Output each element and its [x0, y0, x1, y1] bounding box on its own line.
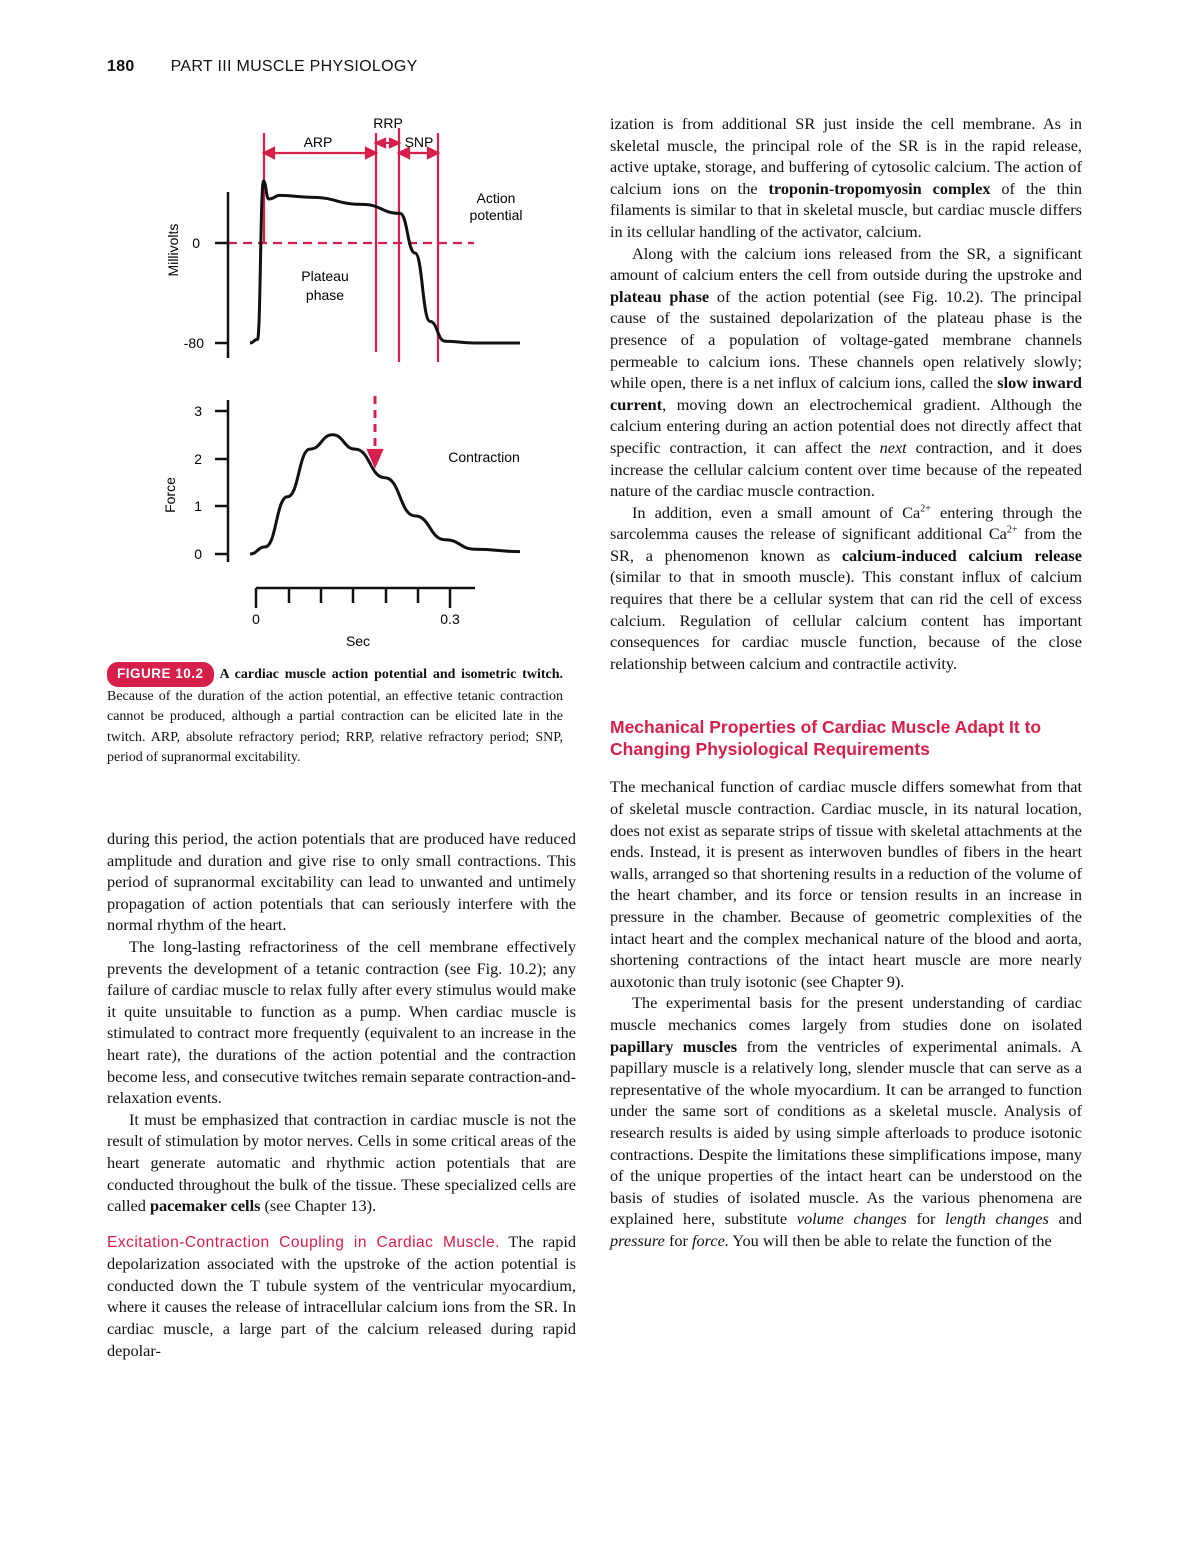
action-label-1: Action — [476, 190, 516, 206]
term-plateau-phase: plateau phase — [610, 286, 710, 306]
paragraph: The experimental basis for the present understanding of cardiac muscle mechanics comes largely from studies done on isolated papillary muscles from the ventricles of experimental animals. A papillary muscle is a relatively long, slender muscle that can serve as a representative of the whole myocardium. It can be arranged to function under the same sort of conditions as a skeletal muscle. Analysis of research results is aided by using simple afterloads to produce isotonic contractions. Despite the limitations these simplifications impose, many of the unique properties of the intact heart can be understood on the basis of studies of isolated muscle. As the various phenomena are explained here, substitute volume changes for length changes and pressure for force. You will then be able to relate the function of the — [610, 993, 1082, 1250]
paragraph: Along with the calcium ions released from the SR, a significant amount of calcium enters the cell from outside during the upstroke and plateau phase of the action potential (see Fig. 10.2). The principal cause of the sustained depolarization of the plateau phase is the presence of a population of voltage-gated membrane channels permeable to calcium ions. These channels open relatively slowly; while open, there is a net influx of calcium ions, called the slow inward current, moving down an electrochemical gradient. Although the calcium entering during an action potential does not directly affect that specific contraction, it can affect the next contraction, and it does increase the cellular calcium content over time because of the repeated nature of the cardiac muscle contraction. — [610, 243, 1083, 501]
rrp-arrow-right — [390, 139, 399, 147]
term-slow-inward-current: slow inward current — [610, 373, 1082, 414]
plateau-label-2: phase — [305, 287, 345, 303]
arp-label: ARP — [303, 134, 333, 150]
contraction-label: Contraction — [448, 449, 520, 465]
caption-body: Because of the duration of the action potential, an effective tetanic contraction cannot be produced, although a partial contraction can be elicited late in the twitch. ARP, absolute refractory period; RRP, relative refractory period; SNP, period of supranormal excitability. — [107, 688, 563, 765]
part-title: PART III MUSCLE PHYSIOLOGY — [170, 58, 418, 75]
paragraph: In addition, even a small amount of $Ca^{2+}$ entering through the sarcolemma causes the release of significant additional $Ca^{2+}$ from the SR, a phenomenon known as calcium-induced calcium release (similar to that in smooth muscle). This constant influx of calcium requires that there be a cellular system that can rid the cell of excess calcium. Regulation of cellular calcium content has important consequences for cardiac muscle function, because of the close relationship between calcium and contractile activity. — [610, 502, 1083, 673]
time-tick-03: 0.3 — [440, 611, 460, 627]
time-tick-0: 0 — [252, 611, 260, 627]
millivolts-label: Millivolts — [165, 223, 181, 277]
term-papillary-muscles: papillary muscles — [610, 1036, 738, 1056]
term-cicr: calcium-induced calcium release — [841, 545, 1082, 565]
left-column — [107, 828, 576, 1361]
figure-10-2 — [0, 100, 560, 660]
paragraph: It must be emphasized that contraction in cardiac muscle is not the result of stimulation by motor nerves. Cells in some critical areas of the heart generate automatic and rhythmic action potentials that are conducted throughout the bulk of the tissue. These specialized cells are called pacemaker cells (see Chapter 13). — [107, 1109, 576, 1216]
force-tick-2: 2 — [194, 451, 202, 467]
mv-zero-tick: 0 — [192, 235, 200, 251]
refractory-markers — [228, 128, 474, 466]
snp-label: SNP — [404, 134, 434, 150]
force-tick-0: 0 — [194, 546, 202, 562]
running-header — [107, 58, 418, 76]
paragraph: The long-lasting refractoriness of the cell membrane effectively prevents the development of a tetanic contraction (see Fig. 10.2); any failure of cardiac muscle to relax fully after every stimulus would make it quite unsuitable to function as a pump. When cardiac muscle is stimulated to contract more frequently (equivalent to an increase in the heart rate), the durations of the action potential and the contraction become less, and consecutive twitches remain separate contraction-and-relaxation events. — [107, 936, 576, 1108]
sec-label: Sec — [345, 633, 371, 649]
plateau-label-1: Plateau — [301, 268, 349, 284]
action-label-2: potential — [469, 207, 523, 223]
force-axis — [215, 400, 228, 562]
section-heading: Mechanical Properties of Cardiac Muscle Adapt It to Changing Physiological Requirements — [610, 717, 1042, 760]
arp-arrow-left — [264, 148, 274, 158]
figure-caption — [107, 662, 563, 769]
force-label: Force — [162, 477, 178, 513]
paragraph: during this period, the action potentials that are produced have reduced amplitude and duration and give rise to only small contractions. This period of supranormal excitability can lead to unwanted and untimely propagation of action potentials that can seriously interfere with the normal rhythm of the heart. — [107, 829, 576, 935]
run-in-heading: Excitation-Contraction Coupling in Cardiac Muscle. — [107, 1233, 500, 1251]
time-axis — [256, 588, 475, 608]
right-column — [610, 113, 1082, 1252]
force-tick-3: 3 — [194, 403, 202, 419]
mv-axis — [215, 192, 228, 358]
page-number: 180 — [107, 58, 135, 75]
arp-arrow-right — [366, 148, 376, 158]
mv-neg80-tick: -80 — [183, 335, 204, 351]
rrp-label: RRP — [373, 115, 403, 131]
term-troponin: troponin-tropomyosin complex — [768, 178, 991, 198]
paragraph: The mechanical function of cardiac muscle differs somewhat from that of skeletal muscle contraction. Cardiac muscle, in its natural location, does not exist as separate strips of tissue with skeletal attachments at the ends. Instead, it is present as interwoven bundles of fibers in the heart walls, arranged so that shortening results in a reduction of the volume of the heart chamber, and its force or tension results in an increase in pressure in the chamber. Because of geometric complexities of the intact heart and the complex mechanical nature of the blood and aorta, shortening contractions of the intact heart muscle are more nearly auxotonic than truly isotonic (see Chapter 9). — [610, 777, 1082, 991]
force-tick-1: 1 — [194, 498, 202, 514]
caption-title: A cardiac muscle action potential and isometric twitch. — [219, 667, 563, 682]
paragraph: Excitation-Contraction Coupling in Cardiac Muscle. The rapid depolarization associated with the upstroke of the action potential is conducted down the T tubule system of the ventricular myocardium, where it causes the release of intracellular calcium ions from the SR. In cardiac muscle, a large part of the calcium released during rapid depolar- — [107, 1231, 576, 1360]
paragraph: ization is from additional SR just inside the cell membrane. As in skeletal muscle, the principal role of the SR is in the rapid release, active uptake, storage, and buffering of cytosolic calcium. The action of calcium ions on the troponin-tropomyosin complex of the thin filaments is similar to that in skeletal muscle, but cardiac muscle differs in its cellular handling of the activator, calcium. — [610, 114, 1083, 241]
term-pacemaker-cells: pacemaker cells — [149, 1196, 261, 1216]
rrp-arrow-left — [376, 139, 385, 147]
figure-badge: FIGURE 10.2 — [107, 662, 214, 687]
